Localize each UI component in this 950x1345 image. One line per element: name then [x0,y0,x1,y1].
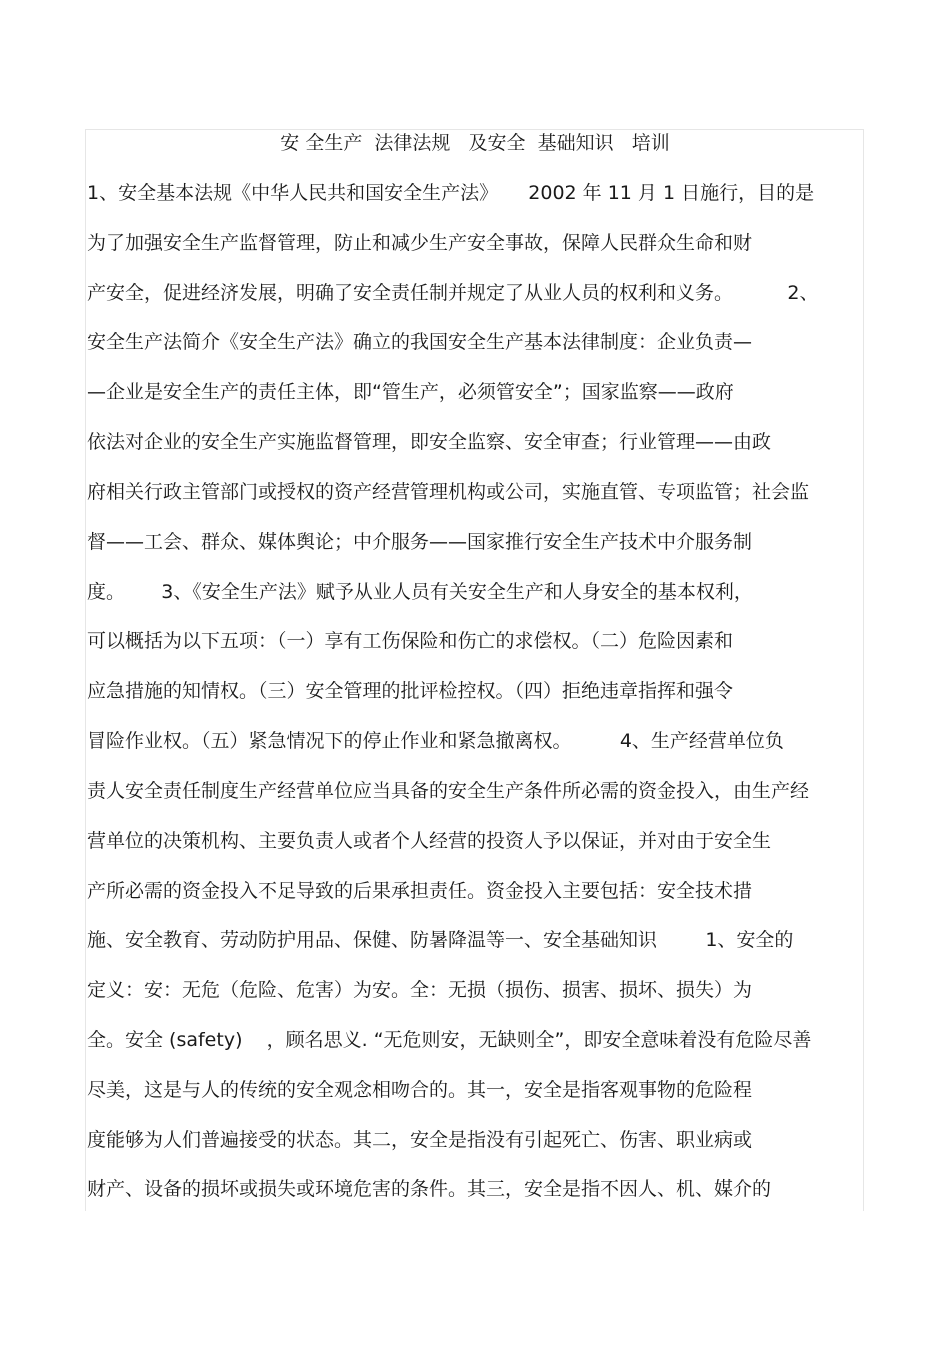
body-line: 冒险作业权。（五）紧急情况下的停止作业和紧急撤离权。 4、生产经营单位负 [87,730,784,752]
body-line: 责人安全责任制度生产经营单位应当具备的安全生产条件所必需的资金投入，由生产经 [87,780,810,802]
body-line: 督——工会、群众、媒体舆论；中介服务——国家推行安全生产技术中介服务制 [87,531,753,553]
body-line: 定义：安：无危（危险、危害）为安。全：无损（损伤、损害、损坏、损失）为 [87,979,753,1001]
body-line: 全。安全 (safety) ，顾名思义. “无危则安，无缺则全”，即安全意味着没有危险尽善 [87,1029,812,1051]
body-line: 度能够为人们普遍接受的状态。其二，安全是指没有引起死亡、伤害、职业病或 [87,1129,753,1151]
body-line: 为了加强安全生产监督管理，防止和减少生产安全事故，保障人民群众生命和财 [87,232,753,254]
body-line: 财产、设备的损坏或损失或环境危害的条件。其三，安全是指不因人、机、媒介的 [87,1178,772,1200]
body-line: —企业是安全生产的责任主体，即“管生产，必须管安全”；国家监察——政府 [87,381,734,403]
body-line: 施、安全教育、劳动防护用品、保健、防暑降温等一、安全基础知识 1、安全的 [87,929,794,951]
body-line: 度。 3、《安全生产法》赋予从业人员有关安全生产和人身安全的基本权利， [87,581,753,603]
body-line: 1、安全基本法规《中华人民共和国安全生产法》 2002 年 11 月 1 日施行，目的是 [87,182,815,204]
body-line: 尽美，这是与人的传统的安全观念相吻合的。其一，安全是指客观事物的危险程 [87,1079,753,1101]
document-title: 安 全生产 法律法规 及安全 基础知识 培训 [280,132,670,154]
body-line: 府相关行政主管部门或授权的资产经营管理机构或公司，实施直管、专项监管；社会监 [87,481,810,503]
body-line: 产安全，促进经济发展，明确了安全责任制并规定了从业人员的权利和义务。 2、 [87,282,819,304]
body-line: 安全生产法简介《安全生产法》确立的我国安全生产基本法律制度：企业负责— [87,331,753,353]
body-line: 产所必需的资金投入不足导致的后果承担责任。资金投入主要包括：安全技术措 [87,880,753,902]
body-line: 应急措施的知情权。（三）安全管理的批评检控权。（四）拒绝违章指挥和强令 [87,680,734,702]
body-line: 可以概括为以下五项：（一）享有工伤保险和伤亡的求偿权。（二）危险因素和 [87,630,734,652]
body-line: 营单位的决策机构、主要负责人或者个人经营的投资人予以保证，并对由于安全生 [87,830,772,852]
body-line: 依法对企业的安全生产实施监督管理，即安全监察、安全审查；行业管理——由政 [87,431,772,453]
